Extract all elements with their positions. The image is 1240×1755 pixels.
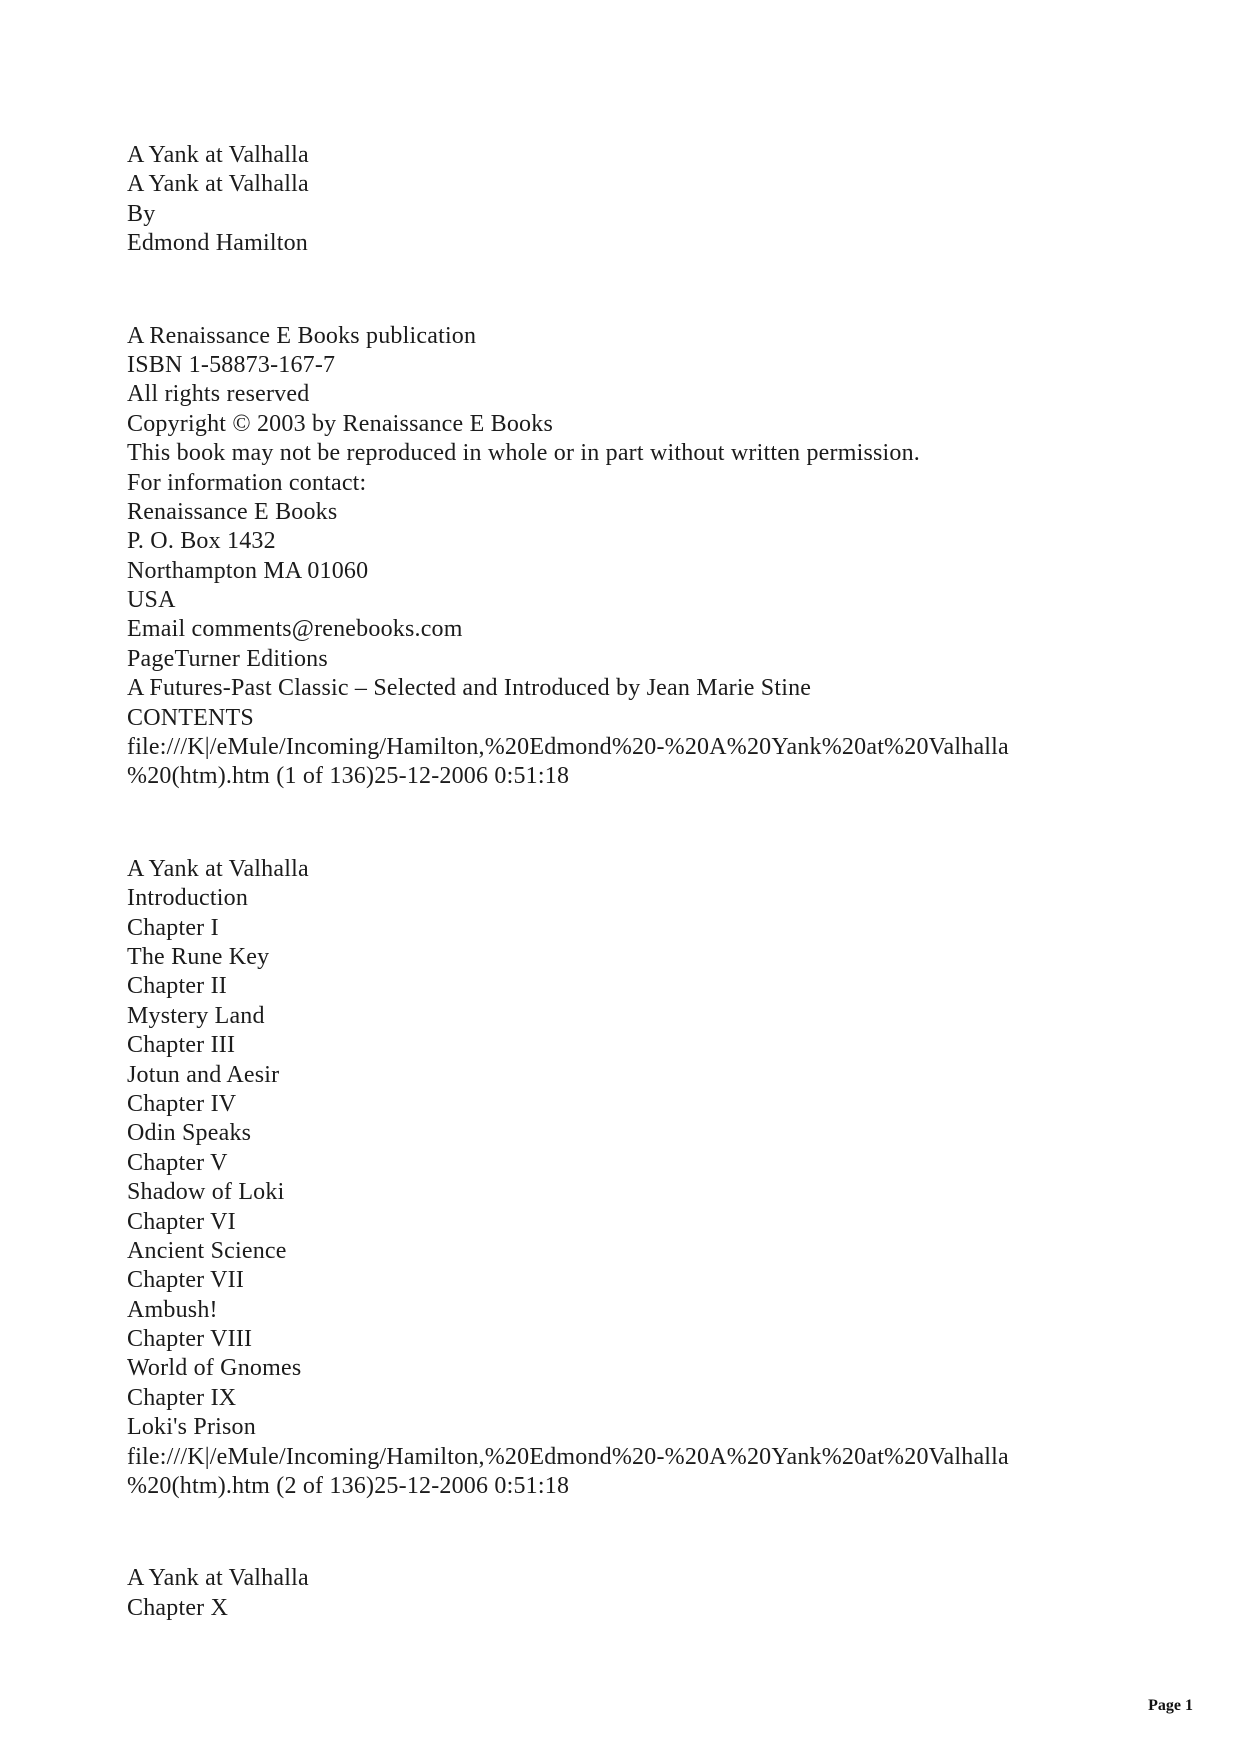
copyright-line: Copyright © 2003 by Renaissance E Books [127,410,553,437]
author-name: Edmond Hamilton [127,230,308,257]
toc-chapter: Chapter II [127,973,227,1000]
title-block [127,141,1200,259]
toc-chapter: Chapter IV [127,1090,237,1117]
toc-entry: Ancient Science [127,1237,287,1264]
byline-label: By [127,200,156,227]
toc-chapter: Chapter V [127,1149,228,1176]
toc-chapter: Chapter IX [127,1384,237,1411]
page-number-label: Page 1 [1148,1697,1193,1714]
book-title-line: A Yank at Valhalla [127,855,309,882]
file-path-line: %20(htm).htm (2 of 136)25-12-2006 0:51:18 [127,1473,570,1500]
toc-entry: Mystery Land [127,1002,265,1029]
toc-entry: Shadow of Loki [127,1179,285,1206]
isbn-line: ISBN 1-58873-167-7 [127,351,336,378]
address-line: P. O. Box 1432 [127,528,276,555]
contents-list-block [127,855,1200,1502]
toc-chapter: Chapter III [127,1032,236,1059]
contents-heading: CONTENTS [127,704,254,731]
toc-entry: Jotun and Aesir [127,1061,280,1088]
toc-chapter: Chapter I [127,914,219,941]
toc-chapter: Chapter VII [127,1267,245,1294]
rights-line: All rights reserved [127,381,310,408]
series-line: A Futures-Past Classic – Selected and Introduced by Jean Marie Stine [127,675,812,702]
book-title-line: A Yank at Valhalla [127,142,309,168]
toc-entry: Loki's Prison [127,1414,256,1441]
toc-entry: World of Gnomes [127,1355,302,1382]
file-path-line: %20(htm).htm (1 of 136)25-12-2006 0:51:18 [127,763,570,790]
publisher-line: A Renaissance E Books publication [127,322,477,349]
imprint-line: PageTurner Editions [127,645,328,672]
email-line: Email comments@renebooks.com [127,616,463,643]
book-title-line: A Yank at Valhalla [127,1565,309,1592]
address-line: USA [127,587,176,614]
toc-entry: Ambush! [127,1296,218,1323]
file-path-line: file:///K|/eMule/Incoming/Hamilton,%20Edmond%20-%20A%20Yank%20at%20Valhalla [127,1443,1009,1470]
book-title-line: A Yank at Valhalla [127,171,309,198]
toc-chapter: Chapter VIII [127,1326,253,1353]
page-content [127,141,1200,1623]
continuation-block [127,1564,1200,1623]
permission-line: This book may not be reproduced in whole or in part without written permission. [127,440,920,467]
toc-entry: The Rune Key [127,943,270,970]
toc-entry: Odin Speaks [127,1120,252,1147]
publication-info-block [127,322,1200,792]
toc-chapter: Chapter VI [127,1208,236,1235]
toc-chapter: Chapter X [127,1594,229,1621]
address-line: Northampton MA 01060 [127,557,369,584]
file-path-line: file:///K|/eMule/Incoming/Hamilton,%20Edmond%20-%20A%20Yank%20at%20Valhalla [127,734,1009,761]
publisher-name-line: Renaissance E Books [127,498,338,525]
toc-entry: Introduction [127,885,249,912]
contact-line: For information contact: [127,469,367,496]
